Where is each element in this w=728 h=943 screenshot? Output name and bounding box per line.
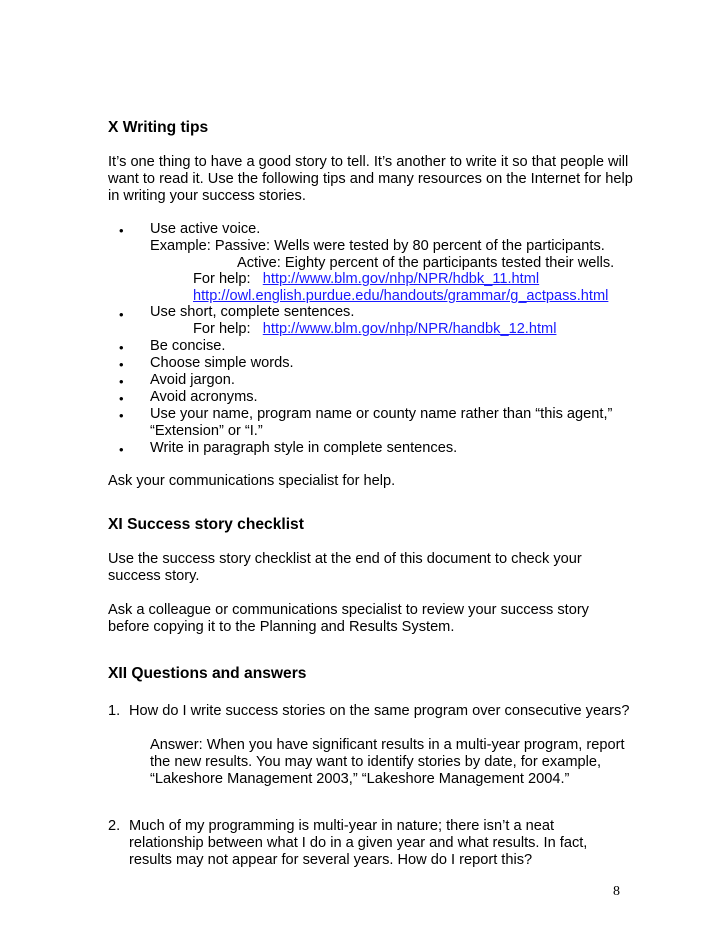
question-2-line: results may not appear for several years. How do I report this? <box>129 852 533 868</box>
help-line-3 <box>193 321 556 338</box>
intro-line: It’s one thing to have a good story to tell. It’s another to write it so that people will <box>108 154 629 170</box>
help-link-handbk-12[interactable]: http://www.blm.gov/nhp/NPR/handbk_12.html <box>262 321 557 337</box>
example-passive: Example: Passive: Wells were tested by 80 percent of the participants. <box>150 238 605 254</box>
help-line-2 <box>193 288 608 305</box>
bullet-icon: • <box>119 408 124 423</box>
question-number: 1. <box>108 703 121 719</box>
tip-short-sentences: Use short, complete sentences. <box>150 304 355 320</box>
answer-1-line: the new results. You may want to identify stories by date, for example, <box>150 754 602 770</box>
question-number: 2. <box>108 818 121 834</box>
section-heading-qa: XII Questions and answers <box>108 665 307 682</box>
bullet-icon: • <box>119 307 124 322</box>
bullet-icon: • <box>119 374 124 389</box>
tip-jargon: Avoid jargon. <box>150 372 235 388</box>
tip-active-voice: Use active voice. <box>150 221 261 237</box>
help-link-owl-purdue[interactable]: http://owl.english.purdue.edu/handouts/grammar/g_actpass.html <box>193 288 609 304</box>
tip-acronyms: Avoid acronyms. <box>150 389 258 405</box>
question-2-line: relationship between what I do in a given year and what results. In fact, <box>129 835 588 851</box>
tip-simple-words: Choose simple words. <box>150 355 294 371</box>
bullet-icon: • <box>119 391 124 406</box>
tip-use-name: Use your name, program name or county name rather than “this agent,” <box>150 406 613 422</box>
help-link-hdbk-11[interactable]: http://www.blm.gov/nhp/NPR/hdbk_11.html <box>262 271 540 287</box>
tip-concise: Be concise. <box>150 338 226 354</box>
bullet-icon: • <box>119 340 124 355</box>
page-number: 8 <box>613 884 620 899</box>
answer-1-line: Answer: When you have significant results in a multi-year program, report <box>150 737 625 753</box>
help-line-1 <box>193 271 539 288</box>
bullet-icon: • <box>119 442 124 457</box>
checklist-para: Ask a colleague or communications specialist to review your success story <box>108 602 589 618</box>
checklist-para: Use the success story checklist at the end of this document to check your <box>108 551 582 567</box>
bullet-icon: • <box>119 223 124 238</box>
tip-use-name-cont: “Extension” or “I.” <box>150 423 263 439</box>
checklist-para: before copying it to the Planning and Results System. <box>108 619 455 635</box>
for-help-label: For help: <box>193 271 251 287</box>
for-help-label: For help: <box>193 321 251 337</box>
intro-line: want to read it. Use the following tips and many resources on the Internet for help <box>108 171 633 187</box>
question-1: How do I write success stories on the same program over consecutive years? <box>129 703 630 719</box>
checklist-para: success story. <box>108 568 200 584</box>
section-heading-checklist: XI Success story checklist <box>108 516 304 533</box>
closing-text: Ask your communications specialist for help. <box>108 473 396 489</box>
intro-line: in writing your success stories. <box>108 188 306 204</box>
answer-1-line: “Lakeshore Management 2003,” “Lakeshore Management 2004.” <box>150 771 570 787</box>
question-2-line: Much of my programming is multi-year in nature; there isn’t a neat <box>129 818 555 834</box>
bullet-icon: • <box>119 357 124 372</box>
example-active: Active: Eighty percent of the participants tested their wells. <box>237 255 615 271</box>
tip-paragraph: Write in paragraph style in complete sentences. <box>150 440 458 456</box>
section-heading-writing-tips: X Writing tips <box>108 119 209 136</box>
